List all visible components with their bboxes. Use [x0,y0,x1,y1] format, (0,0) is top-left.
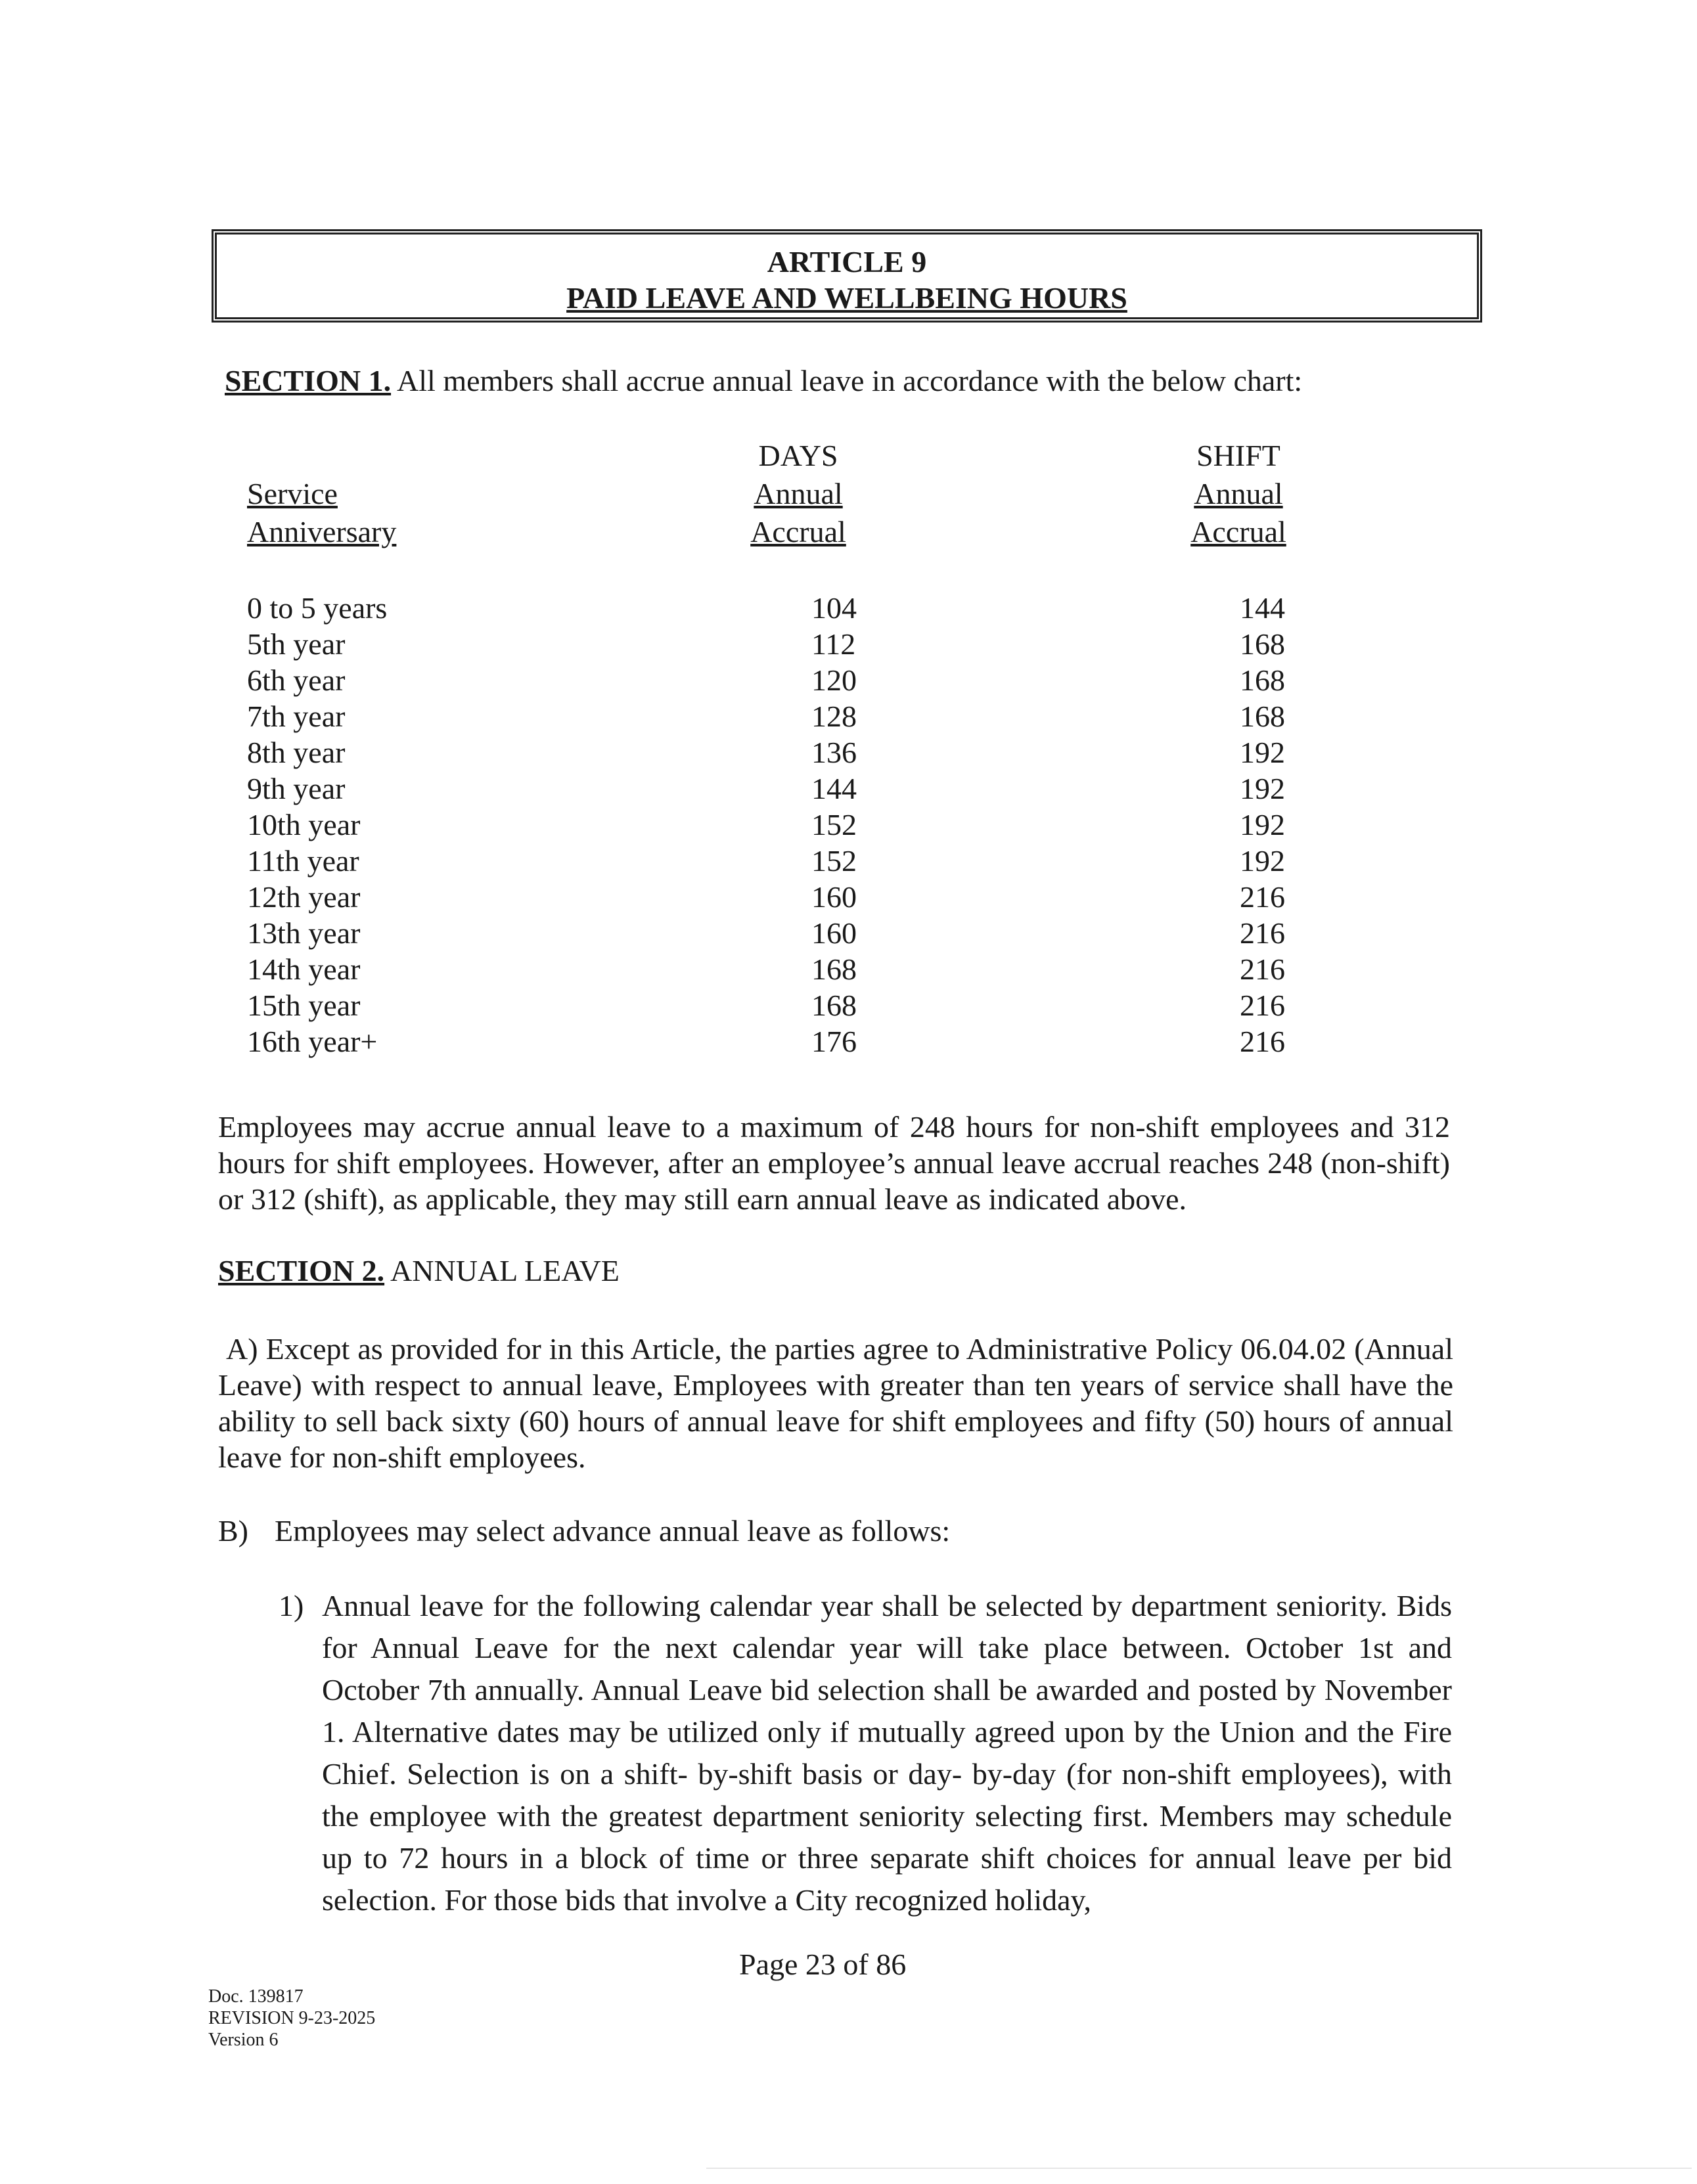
service-anniversary-cell: 5th year [247,627,346,661]
accrual-table-row [0,698,1697,734]
days-annual-accrual-cell: 176 [811,1025,857,1058]
section2-title: ANNUAL LEAVE [390,1254,620,1287]
days-annual-accrual-cell: 168 [811,989,857,1022]
days-annual-accrual-cell: 144 [811,772,857,805]
days-header-line2: Annual [754,477,843,510]
doc-number: Doc. 139817 [208,1986,304,2007]
accrual-table-row [0,843,1697,879]
shift-column-header [1183,437,1294,551]
service-column-header [247,475,396,551]
days-annual-accrual-cell: 168 [811,952,857,986]
shift-header-line1: SHIFT [1196,439,1280,472]
version-number: Version 6 [208,2030,279,2050]
accrual-table-row [0,987,1697,1023]
section1-label: SECTION 1. [225,364,392,397]
accrual-table-row [0,807,1697,843]
shift-annual-accrual-cell: 168 [1240,627,1285,661]
shift-header-line3: Accrual [1190,515,1286,548]
article-title: PAID LEAVE AND WELLBEING HOURS [566,281,1127,315]
service-anniversary-cell: 16th year+ [247,1025,378,1058]
shift-annual-accrual-cell: 192 [1240,772,1285,805]
revision-date: REVISION 9-23-2025 [208,2008,376,2028]
days-header-line3: Accrual [750,515,846,548]
service-header-line2: Anniversary [247,515,397,548]
item-b-marker: B) [218,1514,248,1548]
accrual-table-row [0,734,1697,770]
accrual-table-row [0,662,1697,698]
days-annual-accrual-cell: 152 [811,844,857,878]
page-number: Page 23 of 86 [739,1948,907,1981]
days-annual-accrual-cell: 120 [811,663,857,697]
shift-annual-accrual-cell: 192 [1240,844,1285,878]
days-annual-accrual-cell: 152 [811,808,857,841]
service-anniversary-cell: 7th year [247,700,346,733]
service-anniversary-cell: 15th year [247,989,361,1022]
section2-item-a: A) Except as provided for in this Article, the parties agree to Administrative Policy 06.04.02 (Annual Leave) with respect to annual leave, Employees with greater than ten years of service shall have the ability to sell back sixty (60) hours of annual leave for shift employees and fifty (50) hours of annual leave for non-shift employees. [218,1332,1453,1474]
days-annual-accrual-cell: 136 [811,736,857,769]
days-header-line1: DAYS [758,439,838,472]
shift-annual-accrual-cell: 216 [1240,989,1285,1022]
days-column-header [742,437,854,551]
service-anniversary-cell: 12th year [247,880,361,914]
accrual-table-row [0,915,1697,951]
item-b-text: Employees may select advance annual leave as follows: [275,1514,951,1548]
shift-annual-accrual-cell: 216 [1240,952,1285,986]
shift-annual-accrual-cell: 216 [1240,880,1285,914]
shift-annual-accrual-cell: 216 [1240,916,1285,950]
service-anniversary-cell: 11th year [247,844,359,878]
service-anniversary-cell: 14th year [247,952,361,986]
service-anniversary-cell: 13th year [247,916,361,950]
shift-annual-accrual-cell: 168 [1240,700,1285,733]
service-anniversary-cell: 8th year [247,736,346,769]
accrual-table-row [0,626,1697,662]
service-anniversary-cell: 6th year [247,663,346,697]
days-annual-accrual-cell: 104 [811,591,857,625]
section2-item-1: Annual leave for the following calendar year shall be selected by department seniority. Bids for Annual Leave for the next calendar year will take place between. October 1st and October 7th annually. Annual Leave bid selection shall be awarded and posted by November 1. Alternative dates may be utilized only if mutually agreed upon by the Union and the Fire Chief. Selection is on a shift- by-shift basis or day- by-day (for non-shift employees), with the employee with the greatest department seniority selecting first. Members may schedule up to 72 hours in a block of time or three separate shift choices for annual leave per bid selection. For those bids that involve a City recognized holiday, [322,1589,1452,1917]
days-annual-accrual-cell: 160 [811,880,857,914]
article-header-box [212,229,1482,323]
shift-header-line2: Annual [1194,477,1283,510]
days-annual-accrual-cell: 128 [811,700,857,733]
accrual-paragraph: Employees may accrue annual leave to a maximum of 248 hours for non-shift employees and 312 hours for shift employees. However, after an employee’s annual leave accrual reaches 248 (non-shift) or 312 (shift), as applicable, they may still earn annual leave as indicated above. [218,1110,1450,1216]
section1-text: All members shall accrue annual leave in accordance with the below chart: [397,364,1303,397]
section2-item-b [218,1513,1453,1549]
section2-label: SECTION 2. [218,1254,385,1287]
section2-heading [218,1253,1466,1289]
accrual-table-row [0,1023,1697,1059]
service-anniversary-cell: 10th year [247,808,361,841]
accrual-table-row [0,951,1697,987]
document-footer [208,1986,471,2051]
service-anniversary-cell: 0 to 5 years [247,591,388,625]
accrual-table-row [0,590,1697,626]
shift-annual-accrual-cell: 192 [1240,808,1285,841]
scan-artifact-line [706,2168,1692,2169]
accrual-table-row [0,770,1697,807]
section1-intro [225,363,1473,399]
shift-annual-accrual-cell: 192 [1240,736,1285,769]
article-number: ARTICLE 9 [767,245,927,279]
service-anniversary-cell: 9th year [247,772,346,805]
days-annual-accrual-cell: 112 [811,627,856,661]
accrual-table-row [0,879,1697,915]
days-annual-accrual-cell: 160 [811,916,857,950]
accrual-table [0,590,1697,1076]
service-header-line1: Service [247,477,338,510]
shift-annual-accrual-cell: 216 [1240,1025,1285,1058]
shift-annual-accrual-cell: 144 [1240,591,1285,625]
item-1-marker: 1) [279,1589,304,1622]
shift-annual-accrual-cell: 168 [1240,663,1285,697]
